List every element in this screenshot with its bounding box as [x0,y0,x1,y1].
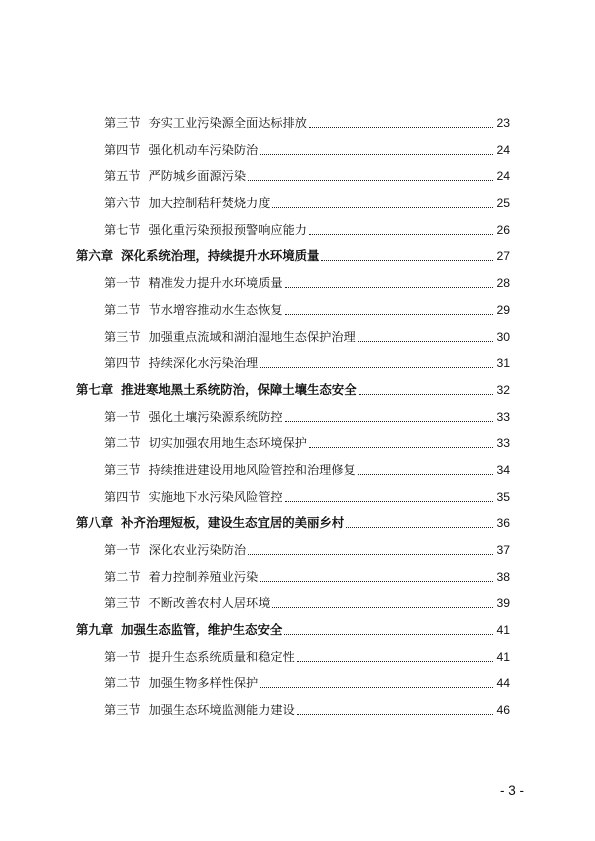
chapter-label: 第九章 [76,622,114,638]
chapter-label: 第八章 [76,515,114,531]
toc-page-number: 41 [496,623,510,638]
toc-entry-line [104,275,510,291]
toc-entry-text [104,115,307,131]
dot-leader [260,686,493,688]
toc-section-row [0,136,595,163]
toc-entry-line [104,222,510,238]
dot-leader [309,126,493,128]
chapter-title: 补齐治理短板，建设生态宜居的美丽乡村 [121,515,345,531]
toc-entry-line [76,622,510,638]
section-label: 第四节 [104,356,141,371]
toc-entry-text [104,595,270,611]
section-title: 严防城乡面源污染 [148,169,247,184]
toc-page-number: 38 [496,569,510,584]
toc-chapter-row [0,616,595,643]
section-title: 加强重点流域和湖泊湿地生态保护治理 [148,329,356,344]
toc-entry-line [104,115,510,131]
toc-page-number: 41 [496,649,510,664]
toc-entry-line [76,248,510,264]
dot-leader [248,179,493,181]
section-label: 第一节 [104,409,141,424]
toc-chapter-row [0,376,595,403]
toc-section-row [0,296,595,323]
dot-leader [297,660,493,662]
section-label: 第一节 [104,276,141,291]
toc-section-row [0,643,595,670]
toc-section-row [0,483,595,510]
toc-entry-text [104,675,258,691]
dot-leader [309,446,493,448]
toc-entry-line [76,515,510,531]
toc-section-row [0,563,595,590]
section-title: 实施地下水污染风险管控 [148,489,283,504]
section-label: 第四节 [104,489,141,504]
dot-leader [346,526,493,528]
toc-entry-text [104,435,307,451]
toc-entry-line [104,168,510,184]
dot-leader [260,153,493,155]
toc-section-row [0,349,595,376]
section-title: 精准发力提升水环境质量 [148,276,283,291]
toc-page-number: 30 [496,329,510,344]
toc-entry-text [104,409,283,425]
dot-leader [359,393,493,395]
dot-leader [285,286,493,288]
dot-leader [309,233,493,235]
toc-page-number: 31 [496,356,510,371]
toc-entry-text [76,382,357,398]
toc-entry-text [104,222,307,238]
toc-entry-text [104,168,246,184]
dot-leader [260,366,493,368]
toc-section-row [0,429,595,456]
section-label: 第三节 [104,462,141,477]
toc-page-number: 23 [496,116,510,130]
toc-entry-text [104,355,258,371]
dot-leader [284,633,493,635]
section-title: 加强生态环境监测能力建设 [148,703,295,718]
dot-leader [285,313,493,315]
toc-entry-text [104,702,295,718]
toc-entry-line [104,675,510,691]
toc-entry-text [104,302,283,318]
toc-page-number: 44 [496,676,510,691]
toc-page-number: 33 [496,436,510,451]
section-label: 第二节 [104,302,141,317]
toc-section-row [0,536,595,563]
toc-entry-line [104,462,510,478]
toc-entry-text [104,489,283,505]
toc-section-row [0,216,595,243]
toc-section-row [0,269,595,296]
toc-page-number: 34 [496,462,510,477]
section-label: 第四节 [104,142,141,157]
section-title: 持续推进建设用地风险管控和治理修复 [148,462,356,477]
toc-entry-line [104,409,510,425]
toc-page-number: 39 [496,596,510,611]
toc-entry-text [104,542,246,558]
section-label: 第一节 [104,543,141,557]
toc-entry-line [104,302,510,318]
toc-chapter-row [0,509,595,536]
dot-leader [260,580,493,582]
toc-entry-line [104,702,510,718]
toc-entry-text [104,649,295,665]
toc-page-number: 24 [496,169,510,184]
section-label: 第一节 [104,649,141,664]
toc-section-row [0,323,595,350]
chapter-label: 第六章 [76,248,114,264]
toc-page-number: 24 [496,142,510,157]
toc-section-row [0,162,595,189]
page-number: - 3 - [499,783,524,798]
toc-page-number: 33 [496,409,510,424]
toc-section-row [0,403,595,430]
toc-section-row [0,696,595,723]
toc-section-row [0,669,595,696]
section-label: 第三节 [104,116,141,130]
toc-entry-text [104,569,258,585]
section-title: 提升生态系统质量和稳定性 [148,649,295,664]
toc-entry-text [76,515,344,531]
toc-entry-line [104,435,510,451]
section-title: 夯实工业污染源全面达标排放 [148,116,307,130]
section-title: 着力控制养殖业污染 [148,569,259,584]
toc-entry-line [104,329,510,345]
toc-section-row [0,456,595,483]
dot-leader [321,259,493,261]
toc-page-number: 29 [496,302,510,317]
section-title: 节水增容推动水生态恢复 [148,302,283,317]
dot-leader [285,420,493,422]
dot-leader [248,553,493,555]
toc-entry-text [104,195,270,211]
section-label: 第二节 [104,436,141,451]
section-label: 第二节 [104,569,141,584]
dot-leader [285,500,493,502]
section-label: 第二节 [104,676,141,691]
toc-page-number: 28 [496,276,510,291]
section-title: 深化农业污染防治 [148,543,247,557]
section-label: 第六节 [104,196,141,211]
section-label: 第三节 [104,329,141,344]
toc-page-number: 27 [496,249,510,264]
dot-leader [358,340,493,342]
toc-entry-line [104,649,510,665]
section-label: 第七节 [104,222,141,237]
dot-leader [272,206,493,208]
toc-page-number: 25 [496,196,510,211]
toc-page-number: 35 [496,489,510,504]
toc-entry-text [104,462,356,478]
toc-page-number: 46 [496,703,510,718]
section-title: 切实加强农用地生态环境保护 [148,436,307,451]
toc-section-row [0,189,595,216]
table-of-contents [0,109,595,723]
toc-entry-line [104,195,510,211]
dot-leader [272,606,493,608]
chapter-title: 推进寒地黑土系统防治，保障土壤生态安全 [121,381,357,397]
section-label: 第五节 [104,169,141,184]
toc-chapter-row [0,242,595,269]
toc-page-number: 36 [496,516,510,531]
toc-entry-line [104,542,510,558]
section-title: 强化重污染预报预警响应能力 [148,222,307,237]
toc-page-number: 37 [496,543,510,557]
toc-page-number: 32 [496,382,510,397]
toc-entry-text [104,275,283,291]
toc-entry-text [104,329,356,345]
toc-entry-line [104,489,510,505]
toc-entry-text [104,142,258,158]
toc-page-number: 26 [496,222,510,237]
toc-section-row [0,589,595,616]
section-title: 强化土壤污染源系统防控 [148,409,283,424]
toc-entry-line [104,595,510,611]
toc-entry-line [104,142,510,158]
toc-entry-line [104,569,510,585]
toc-entry-text [76,622,282,638]
section-title: 强化机动车污染防治 [148,142,259,157]
toc-entry-text [76,248,319,264]
toc-section-row [0,109,595,136]
section-label: 第三节 [104,703,141,718]
section-title: 持续深化水污染治理 [148,356,259,371]
section-label: 第三节 [104,596,141,611]
dot-leader [297,713,493,715]
section-title: 不断改善农村人居环境 [148,596,271,611]
section-title: 加强生物多样性保护 [148,676,259,691]
section-title: 加大控制秸秆焚烧力度 [148,196,271,211]
chapter-title: 加强生态监管，维护生态安全 [121,622,283,638]
chapter-title: 深化系统治理，持续提升水环境质量 [121,248,320,264]
dot-leader [358,473,493,475]
toc-entry-line [104,355,510,371]
chapter-label: 第七章 [76,381,114,397]
toc-entry-line [76,382,510,398]
